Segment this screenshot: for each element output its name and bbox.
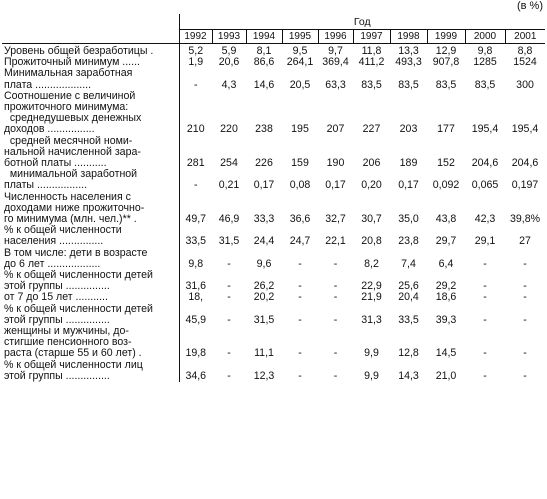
- value-cell-1994: 24,4: [253, 235, 275, 248]
- row-label: [2, 57, 179, 68]
- value-cell-1994: 12,3: [253, 369, 275, 382]
- value-cell-1992: 49,7: [185, 213, 207, 226]
- table-row: [2, 360, 545, 382]
- row-label-line: до 6 лет ..................: [4, 257, 101, 270]
- value-cell-1999: 14,5: [435, 347, 457, 360]
- value-cell-1997: 83,5: [361, 78, 382, 91]
- value-cell-1992: 5,2: [188, 45, 204, 57]
- table-body: [2, 44, 545, 383]
- row-label-line: Минимальная заработная: [4, 68, 133, 80]
- row-label-line: доходов ................: [4, 123, 95, 136]
- value-cell-1999: 39,3: [435, 313, 457, 326]
- value-cell-1994: 8,1: [256, 45, 272, 57]
- statistics-table: [2, 14, 545, 382]
- value-cell-1996: -: [333, 369, 338, 382]
- value-cell-1997: 8,2: [364, 257, 379, 270]
- value-cell-1999: 152: [437, 157, 455, 170]
- value-cell-1995: 9,5: [292, 45, 308, 57]
- value-cell-1998: 189: [399, 157, 418, 170]
- value-cell-1998: 12,8: [398, 347, 419, 360]
- row-label-line: плата ...................: [4, 78, 92, 91]
- value-cell-1993: -: [227, 257, 231, 270]
- header-blank-cell: [2, 14, 179, 44]
- year-header-2000: 2000: [465, 30, 505, 44]
- table-row: [2, 304, 545, 326]
- value-cell-1994: 9,6: [256, 257, 272, 270]
- row-label-line: среднедушевых денежных: [4, 112, 142, 125]
- value-cell-2001: 39,8%: [510, 213, 541, 226]
- value-cell-1992: 33,5: [185, 235, 207, 248]
- year-header-1997: 1997: [353, 30, 390, 44]
- value-cell-2000: 0,065: [471, 179, 499, 192]
- value-cell-1998: 33,5: [398, 313, 419, 326]
- value-cell-1996: 190: [326, 157, 345, 170]
- value-cell-1999: 177: [437, 123, 455, 136]
- value-cell-1999: 0,092: [432, 179, 460, 192]
- value-cell-1999: 21,0: [435, 369, 457, 382]
- row-label-line: Прожиточный минимум ......: [4, 57, 140, 69]
- value-cell-1995: -: [298, 280, 302, 293]
- row-label: [2, 326, 179, 360]
- row-label: [2, 292, 179, 303]
- value-cell-1997: 9,9: [364, 347, 379, 360]
- value-cell-1998: 83,5: [398, 78, 419, 91]
- value-cell-1998: 25,6: [398, 280, 419, 293]
- value-cell-1996: -: [333, 313, 338, 326]
- value-cell-1994: 31,5: [253, 313, 275, 326]
- row-label-line: го минимума (млн. чел.)** .: [4, 213, 137, 226]
- value-cell-2000: -: [483, 257, 487, 270]
- year-header-1999: 1999: [427, 30, 465, 44]
- row-label-line: % к общей численности детей: [4, 270, 153, 282]
- table-row: [2, 326, 545, 360]
- value-cell-1998: 35,0: [398, 213, 419, 226]
- value-cell-1993: -: [227, 280, 231, 293]
- value-cell-2001: 300: [516, 78, 534, 91]
- value-cell-1992: 281: [186, 157, 205, 170]
- row-label-line: ботной платы ...........: [4, 157, 107, 170]
- value-cell-1994: 11,1: [254, 347, 274, 360]
- row-label-line: нальной начисленной зара-: [4, 145, 141, 158]
- year-header-1993: 1993: [212, 30, 246, 44]
- value-cell-1997: 20,8: [361, 235, 382, 248]
- value-cell-2001: 204,6: [511, 157, 539, 170]
- value-cell-1992: 210: [186, 123, 205, 136]
- row-label-line: % к общей численности лиц: [4, 359, 143, 371]
- value-cell-1998: 14,3: [398, 369, 419, 382]
- value-cell-1993: 31,5: [218, 235, 240, 248]
- value-cell-1997: 21,9: [361, 291, 382, 304]
- value-cell-1996: 0,17: [325, 179, 346, 192]
- value-cell-1993: 5,9: [221, 45, 237, 57]
- row-label-line: минимальной заработной: [4, 169, 138, 181]
- value-cell-2001: 195,4: [511, 123, 539, 136]
- row-label: [2, 91, 179, 136]
- year-group-header: Год: [179, 14, 545, 30]
- value-cell-1997: 22,9: [361, 280, 382, 293]
- value-cell-1993: 20,6: [218, 56, 240, 69]
- value-cell-1999: 29,7: [435, 235, 457, 248]
- value-cell-2001: -: [523, 291, 527, 304]
- value-cell-1992: -: [193, 78, 198, 91]
- value-cell-2000: 29,1: [474, 235, 496, 248]
- value-cell-1992: 31,6: [185, 280, 207, 293]
- value-cell-1996: 369,4: [322, 56, 349, 69]
- row-label-line: раста (старше 55 и 60 лет) .: [4, 347, 142, 360]
- value-cell-1998: 203: [399, 123, 418, 136]
- year-header-1998: 1998: [390, 30, 427, 44]
- value-cell-2000: 204,6: [471, 157, 499, 170]
- value-cell-2001: -: [523, 313, 527, 326]
- table-row: [2, 192, 545, 226]
- row-label-line: женщины и мужчины, до-: [4, 326, 129, 338]
- year-header-1996: 1996: [318, 30, 353, 44]
- value-cell-2000: -: [483, 313, 487, 326]
- value-cell-2000: -: [483, 291, 487, 304]
- value-cell-1996: -: [333, 347, 338, 360]
- value-cell-1993: 220: [220, 123, 238, 136]
- value-cell-2000: 195,4: [471, 123, 499, 136]
- row-label-line: этой группы ...............: [4, 313, 110, 326]
- row-label-line: платы .................: [4, 179, 88, 192]
- value-cell-1993: -: [227, 291, 231, 304]
- row-label: [2, 136, 179, 170]
- year-header-1992: 1992: [179, 30, 212, 44]
- value-cell-1996: 207: [326, 123, 345, 136]
- value-cell-1996: -: [333, 280, 338, 293]
- row-label: [2, 270, 179, 292]
- value-cell-2000: 9,8: [477, 45, 493, 57]
- table-row: [2, 68, 545, 90]
- value-cell-2001: -: [523, 257, 527, 270]
- value-cell-1999: 83,5: [435, 78, 457, 91]
- value-cell-1995: 0,08: [289, 179, 311, 192]
- table-row: [2, 248, 545, 270]
- value-cell-1993: -: [227, 313, 231, 326]
- value-cell-1993: -: [227, 369, 231, 382]
- value-cell-1995: -: [298, 257, 302, 270]
- value-cell-2000: 42,3: [474, 213, 496, 226]
- value-cell-2001: 27: [519, 235, 531, 248]
- value-cell-1995: 159: [291, 157, 309, 170]
- value-cell-1992: 18,: [188, 291, 204, 304]
- value-cell-1999: 6,4: [438, 257, 454, 270]
- value-cell-1997: 30,7: [361, 213, 382, 226]
- value-cell-1994: 14,6: [253, 78, 275, 91]
- value-cell-1995: 195: [291, 123, 309, 136]
- value-cell-2000: -: [483, 347, 487, 360]
- row-label-line: % к общей численности детей: [4, 303, 153, 315]
- row-label: [2, 248, 179, 270]
- value-cell-1994: 86,6: [253, 56, 275, 69]
- value-cell-1997: 31,3: [361, 313, 382, 326]
- value-cell-1999: 29,2: [435, 280, 457, 293]
- value-cell-2001: 0,197: [511, 179, 539, 192]
- table-row: [2, 136, 545, 170]
- value-cell-1994: 226: [255, 157, 273, 170]
- value-cell-1997: 227: [362, 123, 381, 136]
- value-cell-2000: -: [483, 369, 487, 382]
- value-cell-1992: 45,9: [185, 313, 207, 326]
- value-cell-1998: 0,17: [398, 179, 419, 192]
- value-cell-1992: 34,6: [185, 369, 207, 382]
- value-cell-1998: 23,8: [398, 235, 419, 248]
- value-cell-1994: 0,17: [253, 179, 275, 192]
- value-cell-1995: 20,5: [289, 78, 311, 91]
- value-cell-1992: 9,8: [188, 257, 204, 270]
- row-label-line: % к общей численности: [4, 225, 122, 237]
- table-row: [2, 57, 545, 68]
- value-cell-1998: 493,3: [395, 56, 422, 69]
- row-label: [2, 360, 179, 382]
- value-cell-1996: -: [333, 257, 338, 270]
- row-label-line: этой группы ...............: [4, 280, 110, 293]
- value-cell-1997: 411,2: [358, 56, 385, 69]
- table-row: [2, 225, 545, 247]
- row-label: [2, 304, 179, 326]
- value-cell-2000: -: [483, 280, 487, 293]
- value-cell-1999: 43,8: [435, 213, 457, 226]
- row-label: [2, 68, 179, 90]
- table-row: [2, 44, 545, 58]
- value-cell-1993: 0,21: [218, 179, 240, 192]
- table-row: [2, 270, 545, 292]
- row-label-line: средней месячной номи-: [4, 135, 133, 147]
- value-cell-1994: 20,2: [253, 291, 275, 304]
- value-cell-1996: 22,1: [325, 235, 346, 248]
- value-cell-1997: 206: [362, 157, 381, 170]
- table-row: [2, 91, 545, 136]
- value-cell-2001: -: [523, 280, 527, 293]
- value-cell-2001: 8,8: [517, 45, 533, 57]
- value-cell-2001: 1524: [513, 56, 537, 69]
- value-cell-1997: 0,20: [361, 179, 382, 192]
- value-cell-1993: 4,3: [221, 78, 237, 91]
- value-cell-1992: -: [193, 179, 198, 192]
- value-cell-1998: 20,4: [398, 291, 419, 304]
- value-cell-1995: -: [298, 347, 302, 360]
- row-label: [2, 44, 179, 58]
- row-label-line: этой группы ...............: [4, 369, 110, 382]
- row-label: [2, 225, 179, 247]
- value-cell-1995: 264,1: [286, 56, 314, 69]
- value-cell-1998: 7,4: [401, 257, 416, 270]
- row-label-line: прожиточного минимума:: [4, 101, 129, 114]
- year-header-1994: 1994: [246, 30, 282, 44]
- value-cell-1993: 46,9: [218, 213, 240, 226]
- value-cell-1996: 63,3: [325, 78, 346, 91]
- value-cell-1995: -: [298, 291, 302, 304]
- table-row: [2, 169, 545, 191]
- value-cell-1995: -: [298, 369, 302, 382]
- row-label-line: доходами ниже прожиточно-: [4, 201, 145, 214]
- statistics-table-container: [2, 14, 545, 382]
- value-cell-2000: 1285: [473, 56, 497, 69]
- year-header-1995: 1995: [282, 30, 318, 44]
- value-cell-1996: 32,7: [325, 213, 346, 226]
- value-cell-1992: 19,8: [185, 347, 207, 360]
- table-row: [2, 292, 545, 303]
- value-cell-1994: 26,2: [253, 280, 275, 293]
- unit-label: (в %): [516, 0, 543, 12]
- value-cell-1994: 238: [255, 123, 273, 136]
- row-label-line: населения ...............: [4, 235, 104, 248]
- row-label-line: стигшие пенсионного воз-: [4, 336, 132, 349]
- row-label-line: В том числе: дети в возрасте: [4, 247, 148, 259]
- value-cell-1995: -: [298, 313, 302, 326]
- value-cell-1993: 254: [220, 157, 238, 170]
- value-cell-1995: 36,6: [289, 213, 311, 226]
- value-cell-1996: 9,7: [328, 45, 343, 57]
- row-label-line: Уровень общей безработицы .: [4, 45, 154, 57]
- value-cell-2001: -: [523, 347, 527, 360]
- value-cell-1996: -: [333, 291, 338, 304]
- value-cell-1995: 24,7: [289, 235, 311, 248]
- value-cell-1994: 33,3: [253, 213, 275, 226]
- value-cell-1999: 12,9: [435, 45, 457, 57]
- value-cell-1997: 11,8: [361, 45, 382, 57]
- value-cell-1992: 1,9: [188, 56, 204, 69]
- value-cell-1993: -: [227, 347, 231, 360]
- row-label-line: Численность населения с: [4, 191, 131, 203]
- value-cell-1999: 18,6: [435, 291, 457, 304]
- row-label: [2, 192, 179, 226]
- year-header-2001: 2001: [505, 30, 545, 44]
- value-cell-1997: 9,9: [364, 369, 379, 382]
- row-label-line: Соотношение с величиной: [4, 90, 136, 102]
- row-label: [2, 169, 179, 191]
- value-cell-2000: 83,5: [474, 78, 496, 91]
- row-label-line: от 7 до 15 лет ...........: [4, 292, 108, 304]
- value-cell-1998: 13,3: [398, 45, 419, 57]
- value-cell-2001: -: [523, 369, 527, 382]
- value-cell-1999: 907,8: [432, 56, 460, 69]
